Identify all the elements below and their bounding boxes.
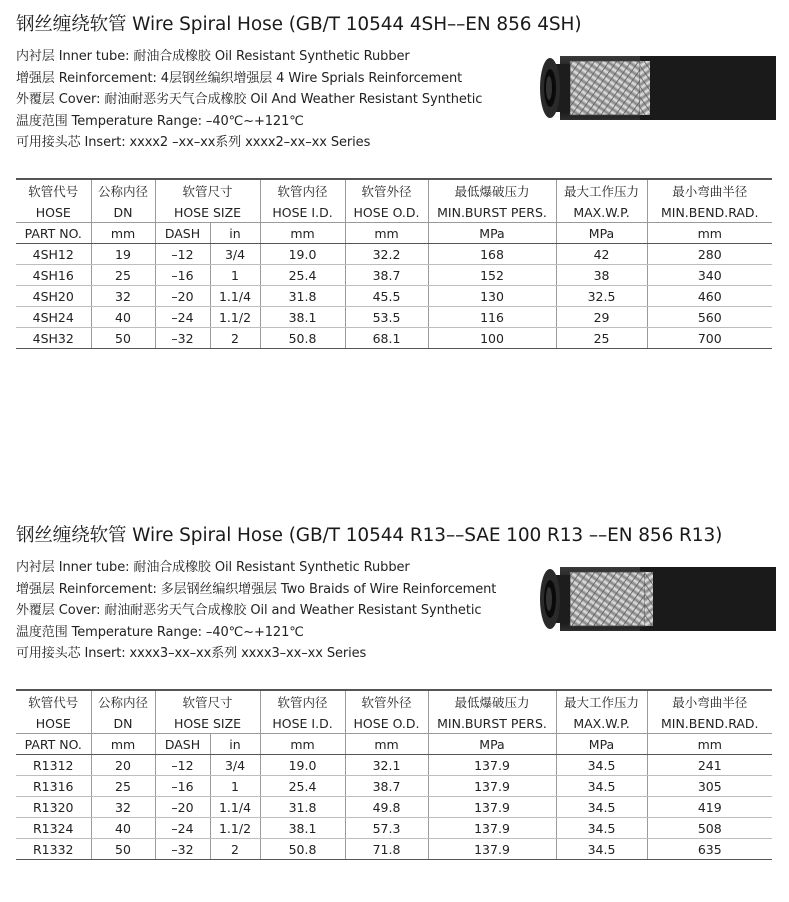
cell-od: 38.7 [345,776,428,797]
cell-od: 45.5 [345,286,428,307]
spec-temperature: 温度范围 Temperature Range: –40℃~+121℃ [16,113,304,129]
cell-dn: 50 [91,839,155,860]
cell-id: 25.4 [260,776,345,797]
cell-dash: –12 [155,244,210,265]
cell-id: 38.1 [260,818,345,839]
cell-burst: 116 [428,307,556,328]
spec-insert: 可用接头芯 Insert: xxxx2 –xx–xx系列 xxxx2–xx–xx Series [16,135,371,150]
col-id-cn: 软管内径 [260,179,345,202]
section-title: 钢丝缠绕软管 Wire Spiral Hose (GB/T 10544 4SH––EN 856 4SH) [16,14,582,35]
cell-part-no: R1312 [16,755,91,776]
col-burst-cn: 最低爆破压力 [428,690,556,713]
header-row-en [16,202,772,223]
cell-in: 1.1/4 [210,286,260,307]
cell-in: 3/4 [210,244,260,265]
table-row [16,755,772,776]
cell-bend: 340 [647,265,772,286]
col-od-en: HOSE O.D. [345,713,428,734]
cell-bend: 635 [647,839,772,860]
cell-part-no: 4SH32 [16,328,91,349]
cell-dash: –12 [155,755,210,776]
cell-part-no: 4SH24 [16,307,91,328]
unit-wp: MPa [556,223,647,244]
cell-wp: 42 [556,244,647,265]
cell-part-no: 4SH12 [16,244,91,265]
cell-wp: 34.5 [556,755,647,776]
cell-bend: 241 [647,755,772,776]
cell-in: 3/4 [210,755,260,776]
cell-wp: 34.5 [556,776,647,797]
cell-dash: –32 [155,839,210,860]
header-row-units [16,734,772,755]
cell-dn: 50 [91,328,155,349]
cell-dn: 40 [91,818,155,839]
cell-wp: 34.5 [556,839,647,860]
col-wp-en: MAX.W.P. [556,202,647,223]
unit-bend: mm [647,223,772,244]
table-row [16,286,772,307]
cell-bend: 419 [647,797,772,818]
cell-dash: –16 [155,776,210,797]
cell-in: 2 [210,839,260,860]
col-bend-en: MIN.BEND.RAD. [647,713,772,734]
hose-section-4sh [16,10,776,360]
cell-dash: –16 [155,265,210,286]
hose-cutaway-image [520,563,776,635]
cell-id: 25.4 [260,265,345,286]
table-row [16,839,772,860]
spec-list [16,46,516,154]
col-od-cn: 软管外径 [345,179,428,202]
cell-bend: 280 [647,244,772,265]
hose-spec-table [16,178,772,349]
table-row [16,307,772,328]
cell-dn: 25 [91,776,155,797]
cell-part-no: R1324 [16,818,91,839]
col-size-en: HOSE SIZE [155,713,260,734]
table-row [16,244,772,265]
cell-bend: 460 [647,286,772,307]
header-row-cn [16,690,772,713]
cell-dn: 19 [91,244,155,265]
cell-od: 32.1 [345,755,428,776]
cell-dn: 32 [91,286,155,307]
col-size-en: HOSE SIZE [155,202,260,223]
table-row [16,797,772,818]
cell-dn: 40 [91,307,155,328]
unit-id: mm [260,223,345,244]
col-id-en: HOSE I.D. [260,713,345,734]
spec-reinforcement: 增强层 Reinforcement: 多层钢丝编织增强层 Two Braids of Wire Reinforcement [16,581,497,597]
cell-burst: 137.9 [428,818,556,839]
cell-wp: 34.5 [556,818,647,839]
section-title: 钢丝缠绕软管 Wire Spiral Hose (GB/T 10544 R13––SAE 100 R13 ––EN 856 R13) [16,525,723,546]
cell-part-no: R1332 [16,839,91,860]
cell-id: 19.0 [260,755,345,776]
cell-wp: 29 [556,307,647,328]
cell-burst: 168 [428,244,556,265]
cell-wp: 25 [556,328,647,349]
header-row-units [16,223,772,244]
cell-part-no: R1316 [16,776,91,797]
cell-bend: 700 [647,328,772,349]
unit-in: in [210,223,260,244]
col-od-cn: 软管外径 [345,690,428,713]
unit-bend: mm [647,734,772,755]
table-row [16,776,772,797]
cell-wp: 32.5 [556,286,647,307]
cell-id: 50.8 [260,839,345,860]
cell-in: 1 [210,265,260,286]
cell-od: 71.8 [345,839,428,860]
col-od-en: HOSE O.D. [345,202,428,223]
cell-dash: –24 [155,307,210,328]
cell-id: 19.0 [260,244,345,265]
col-part-en: HOSE [35,715,71,731]
col-part-en: HOSE [35,204,71,220]
cell-wp: 38 [556,265,647,286]
unit-od: mm [345,223,428,244]
col-part-cn: 软管代号 [16,690,91,713]
cell-wp: 34.5 [556,797,647,818]
cell-od: 57.3 [345,818,428,839]
cell-dash: –20 [155,286,210,307]
unit-id: mm [260,734,345,755]
cell-burst: 130 [428,286,556,307]
col-bend-cn: 最小弯曲半径 [647,690,772,713]
cell-in: 1 [210,776,260,797]
cell-od: 38.7 [345,265,428,286]
cell-bend: 508 [647,818,772,839]
cell-dn: 32 [91,797,155,818]
col-part-no: PART NO. [16,223,91,244]
col-dn-cn: 公称内径 [91,690,155,713]
cell-id: 31.8 [260,797,345,818]
cell-part-no: R1320 [16,797,91,818]
unit-in: in [210,734,260,755]
header-row-en [16,713,772,734]
hose-section-r13 [16,521,776,881]
spec-temperature: 温度范围 Temperature Range: –40℃~+121℃ [16,624,304,640]
cell-id: 50.8 [260,328,345,349]
cell-burst: 137.9 [428,797,556,818]
cell-od: 53.5 [345,307,428,328]
table-row [16,328,772,349]
cell-in: 1.1/2 [210,307,260,328]
cell-burst: 137.9 [428,776,556,797]
cell-dn: 20 [91,755,155,776]
cell-dash: –24 [155,818,210,839]
spec-inner-tube: 内衬层 Inner tube: 耐油合成橡胶 Oil Resistant Synthetic Rubber [16,560,410,575]
cell-od: 68.1 [345,328,428,349]
cell-in: 1.1/2 [210,818,260,839]
cell-id: 31.8 [260,286,345,307]
cell-od: 49.8 [345,797,428,818]
col-bend-cn: 最小弯曲半径 [647,179,772,202]
table-row [16,818,772,839]
cell-dash: –32 [155,328,210,349]
cell-part-no: 4SH20 [16,286,91,307]
cell-burst: 152 [428,265,556,286]
col-dn-cn: 公称内径 [91,179,155,202]
cell-burst: 137.9 [428,755,556,776]
cell-part-no: 4SH16 [16,265,91,286]
unit-wp: MPa [556,734,647,755]
header-row-cn [16,179,772,202]
cell-id: 38.1 [260,307,345,328]
col-id-en: HOSE I.D. [260,202,345,223]
col-size-cn: 软管尺寸 [155,690,260,713]
col-burst-cn: 最低爆破压力 [428,179,556,202]
spec-inner-tube: 内衬层 Inner tube: 耐油合成橡胶 Oil Resistant Synthetic Rubber [16,49,410,64]
cell-od: 32.2 [345,244,428,265]
col-dn-en: DN [91,713,155,734]
unit-dn: mm [91,734,155,755]
unit-od: mm [345,734,428,755]
spec-list [16,557,516,665]
col-size-cn: 软管尺寸 [155,179,260,202]
cell-in: 2 [210,328,260,349]
col-bend-en: MIN.BEND.RAD. [647,202,772,223]
cell-bend: 305 [647,776,772,797]
hose-spec-table [16,689,772,860]
spec-insert: 可用接头芯 Insert: xxxx3–xx–xx系列 xxxx3–xx–xx Series [16,646,367,661]
col-part-no: PART NO. [16,734,91,755]
hose-cutaway-image [520,52,776,124]
col-id-cn: 软管内径 [260,690,345,713]
cell-burst: 137.9 [428,839,556,860]
col-burst-en: MIN.BURST PERS. [428,713,556,734]
col-burst-en: MIN.BURST PERS. [428,202,556,223]
cell-dash: –20 [155,797,210,818]
unit-dash: DASH [155,223,210,244]
cell-dn: 25 [91,265,155,286]
cell-in: 1.1/4 [210,797,260,818]
col-part-cn: 软管代号 [16,179,91,202]
cell-burst: 100 [428,328,556,349]
unit-dash: DASH [155,734,210,755]
col-wp-cn: 最大工作压力 [556,179,647,202]
spec-cover: 外覆层 Cover: 耐油耐恶劣天气合成橡胶 Oil and Weather Resistant Synthetic [16,603,482,618]
table-row [16,265,772,286]
spec-cover: 外覆层 Cover: 耐油耐恶劣天气合成橡胶 Oil And Weather Resistant Synthetic [16,92,483,107]
spec-reinforcement: 增强层 Reinforcement: 4层钢丝编织增强层 4 Wire Sprials Reinforcement [16,70,463,86]
col-dn-en: DN [91,202,155,223]
col-wp-cn: 最大工作压力 [556,690,647,713]
cell-bend: 560 [647,307,772,328]
unit-dn: mm [91,223,155,244]
unit-burst: MPa [428,734,556,755]
unit-burst: MPa [428,223,556,244]
col-wp-en: MAX.W.P. [556,713,647,734]
